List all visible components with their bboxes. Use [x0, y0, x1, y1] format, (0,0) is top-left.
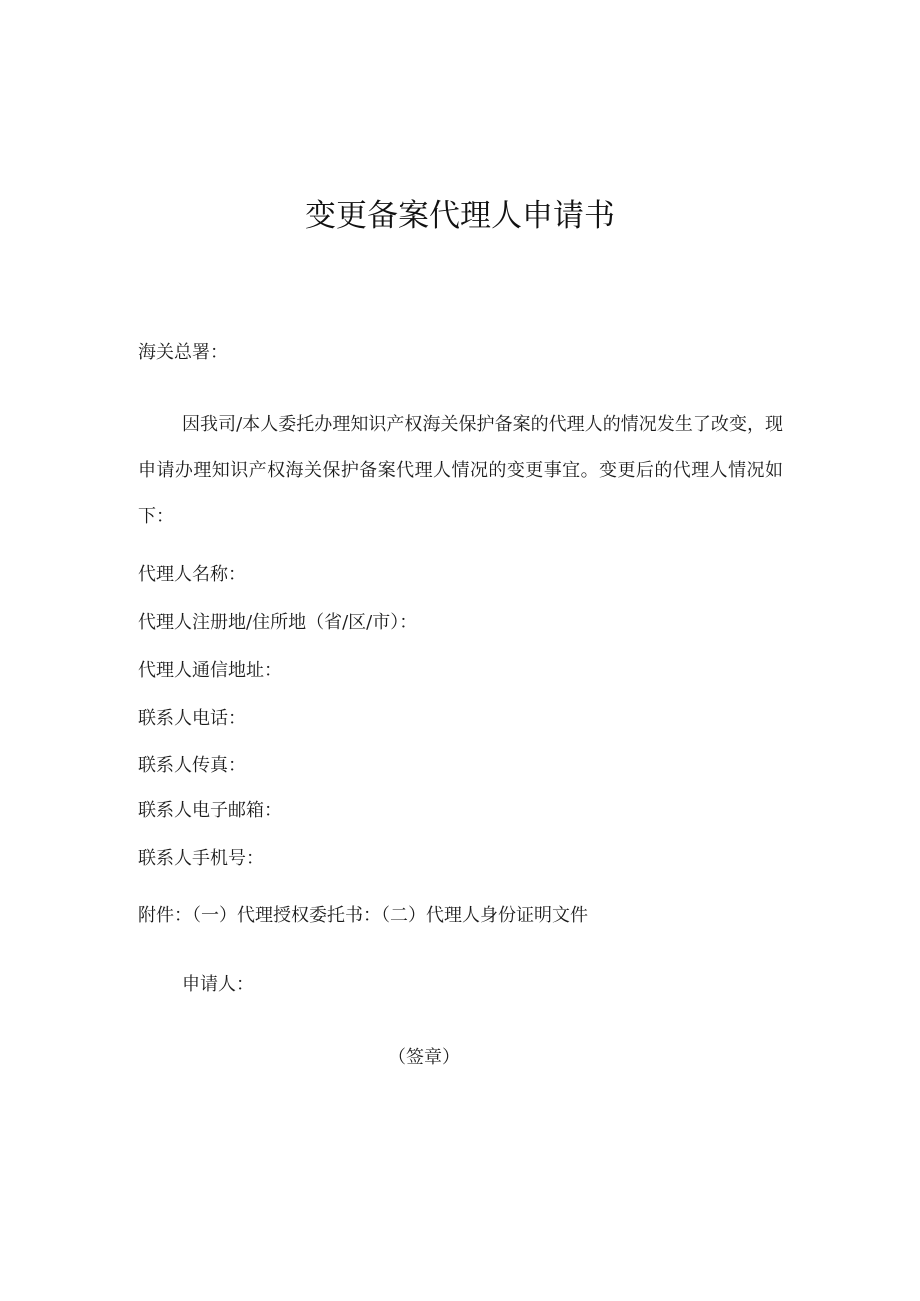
- contact-mobile-field: 联系人手机号：: [138, 848, 264, 869]
- seal-label: （签章）: [388, 1047, 460, 1068]
- body-paragraph: 因我司/本人委托办理知识产权海关保护备案的代理人的情况发生了改变，现申请办理知识产权海关保护备案代理人情况的变更事宜。变更后的代理人情况如下：: [138, 414, 783, 527]
- agent-name-field: 代理人名称：: [138, 564, 246, 585]
- contact-fax-field: 联系人传真：: [138, 755, 246, 776]
- applicant-label: 申请人：: [182, 974, 254, 995]
- document-title: 变更备案代理人申请书: [305, 198, 615, 234]
- agent-registered-address-field: 代理人注册地/住所地（省/区/市）：: [138, 612, 418, 633]
- attachments-line: 附件：（一）代理授权委托书：（二）代理人身份证明文件: [138, 905, 588, 926]
- salutation: 海关总署：: [138, 342, 228, 363]
- agent-mailing-address-field: 代理人通信地址：: [138, 660, 282, 681]
- contact-phone-field: 联系人电话：: [138, 708, 246, 729]
- contact-email-field: 联系人电子邮箱：: [138, 800, 282, 821]
